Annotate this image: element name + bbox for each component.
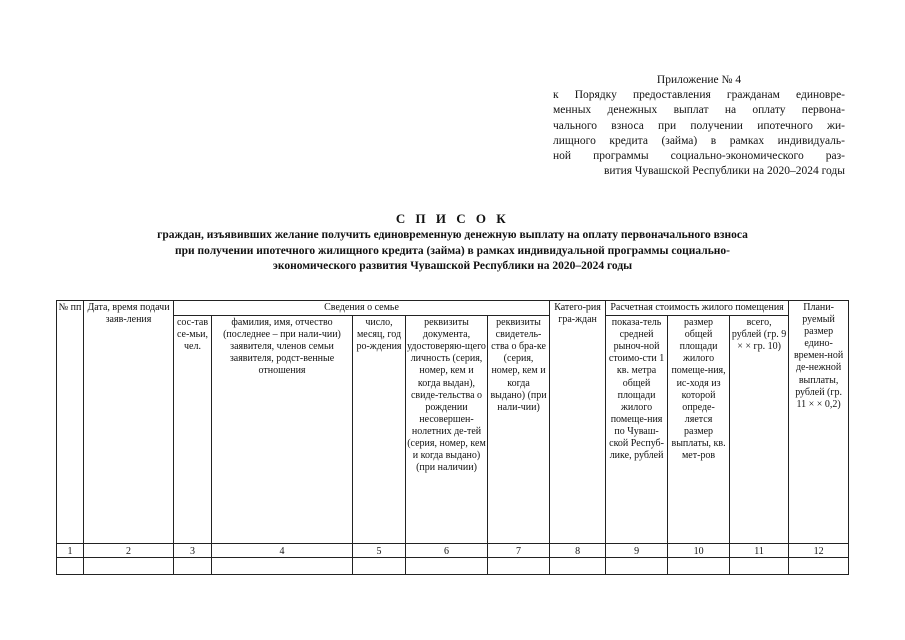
- table-cell: [406, 558, 488, 575]
- title-line: при получении ипотечного жилищного кредита (займа) в рамках индивидуальной программы социально-: [174, 244, 731, 257]
- header-col-4: фамилия, имя, отчество (последнее – при нали-чии) заявителя, членов семьи заявителя, родст-венные отношения: [212, 316, 353, 544]
- table-cell: [730, 558, 789, 575]
- title-heading: С П И С О К: [395, 211, 510, 226]
- table-cell: [212, 558, 353, 575]
- table-row-empty: [57, 558, 849, 575]
- header-col-12: Плани-руемый размер едино-времен-ной де-нежной выплаты, рублей (гр. 11 × × 0,2): [789, 301, 849, 544]
- header-family-group: Сведения о семье: [174, 301, 550, 316]
- column-number: 6: [406, 544, 488, 558]
- column-number: 5: [353, 544, 406, 558]
- header-col-11: всего, рублей (гр. 9 × × гр. 10): [730, 316, 789, 544]
- table-cell: [668, 558, 730, 575]
- title-line: экономического развития Чувашской Республики на 2020–2024 годы: [272, 260, 633, 272]
- header-col-1: № пп: [57, 301, 84, 544]
- appendix-block: [553, 73, 845, 179]
- header-col-3: сос-тав се-мьи, чел.: [174, 316, 212, 544]
- table-cell: [174, 558, 212, 575]
- table-cell: [353, 558, 406, 575]
- column-number-row: [57, 544, 849, 558]
- column-number: 8: [550, 544, 606, 558]
- document-title: [60, 210, 845, 275]
- appendix-line: лищного кредита (займа) в рамках индивидуаль-: [553, 134, 845, 147]
- header-col-6: реквизиты документа, удостоверяю-щего личность (серия, номер, кем и когда выдан), свиде-тельства о рождении несовершен-нолетних де-тей (серия, номер, кем и когда выдано) (при наличии): [406, 316, 488, 544]
- table-cell: [606, 558, 668, 575]
- column-number: 11: [730, 544, 789, 558]
- column-number: 12: [789, 544, 849, 558]
- appendix-line: ной программы социально-экономического раз-: [553, 150, 845, 163]
- table-cell: [84, 558, 174, 575]
- applicants-table: [56, 300, 849, 575]
- appendix-number: Приложение № 4: [656, 74, 742, 86]
- header-col-9: показа-тель средней рыноч-ной стоимо-сти 1 кв. метра общей площади жилого помеще-ния по Чуваш-ской Респуб-лике, рублей: [606, 316, 668, 544]
- column-number: 9: [606, 544, 668, 558]
- column-number: 10: [668, 544, 730, 558]
- header-col-2: Дата, время подачи заяв-ления: [84, 301, 174, 544]
- column-number: 4: [212, 544, 353, 558]
- appendix-line: чального взноса при получении ипотечного жи-: [553, 119, 845, 132]
- header-cost-group: Расчетная стоимость жилого помещения: [606, 301, 789, 316]
- header-col-8: Катего-рия гра-ждан: [550, 301, 606, 544]
- appendix-line: к Порядку предоставления гражданам единовре-: [553, 89, 845, 102]
- table-cell: [57, 558, 84, 575]
- header-col-7: реквизиты свидетель-ства о бра-ке (серия, номер, кем и когда выдано) (при нали-чии): [488, 316, 550, 544]
- title-line: граждан, изъявивших желание получить единовременную денежную выплату на оплату первоначального взноса: [157, 229, 748, 241]
- header-col-10: размер общей площади жилого помеще-ния, ис-ходя из которой опреде-ляется размер выплаты, кв. мет-ров: [668, 316, 730, 544]
- appendix-line: менных денежных выплат на оплату первона-: [553, 104, 845, 117]
- appendix-line: вития Чувашской Республики на 2020–2024 годы: [603, 165, 845, 178]
- column-number: 1: [57, 544, 84, 558]
- table-cell: [789, 558, 849, 575]
- header-row-top: [57, 301, 849, 316]
- column-number: 7: [488, 544, 550, 558]
- column-number: 3: [174, 544, 212, 558]
- column-number: 2: [84, 544, 174, 558]
- header-col-5: число, месяц, год ро-ждения: [353, 316, 406, 544]
- header-row-sub: [57, 316, 849, 544]
- table-cell: [550, 558, 606, 575]
- table-cell: [488, 558, 550, 575]
